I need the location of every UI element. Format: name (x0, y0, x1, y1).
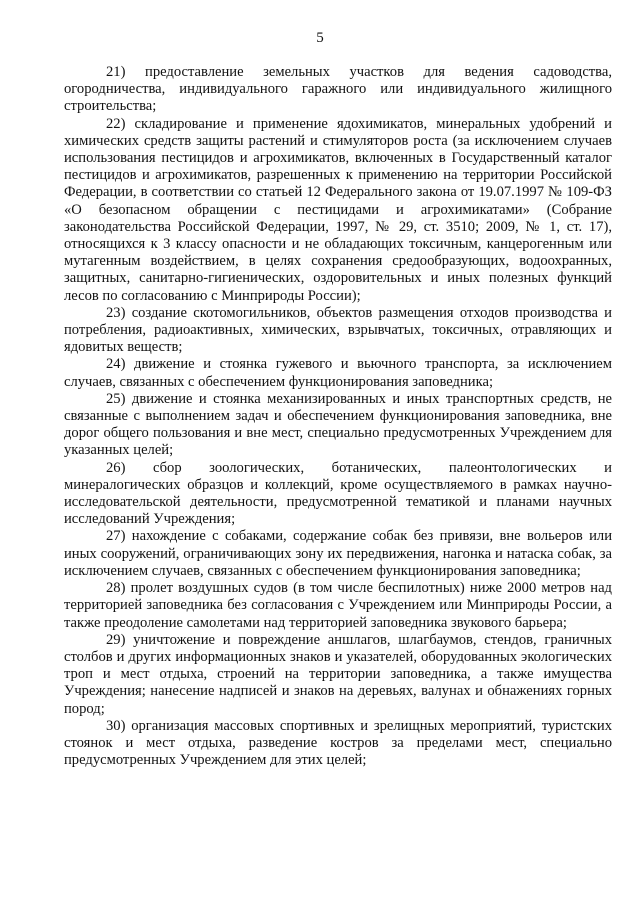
paragraph-item-21: 21) предоставление земельных участков для ведения садоводства, огородничества, индивидуального гаражного или индивидуального жилищного строительства; (64, 64, 612, 115)
document-body (64, 64, 612, 769)
paragraph-item-24: 24) движение и стоянка гужевого и вьючного транспорта, за исключением случаев, связанных с обеспечением функционирования заповедника; (64, 356, 612, 390)
paragraph-item-27: 27) нахождение с собаками, содержание собак без привязи, вне вольеров или иных сооружений, ограничивающих зону их передвижения, нагонка и натаска собак, за исключением случаев, связанных с обеспечением функционирования заповедника; (64, 528, 612, 579)
paragraph-item-30: 30) организация массовых спортивных и зрелищных мероприятий, туристских стоянок и мест отдыха, разведение костров за пределами мест, специально предусмотренных Учреждением для этих целей; (64, 717, 612, 769)
paragraph-item-28: 28) пролет воздушных судов (в том числе беспилотных) ниже 2000 метров над территорией заповедника без согласования с Учреждением или Минприроды России, а также преодоление самолетами над территорией заповедника звукового барьера; (64, 580, 612, 631)
paragraph-item-25: 25) движение и стоянка механизированных и иных транспортных средств, не связанные с выполнением задач и обеспечением функционирования заповедника, вне дорог общего пользования и вне мест, специально предусмотренных Учреждением для указанных целей; (64, 390, 612, 459)
paragraph-item-22: 22) складирование и применение ядохимикатов, минеральных удобрений и химических средств защиты растений и стимуляторов роста (за исключением случаев использования пестицидов и агрохимикатов, включенных в Государственный каталог пестицидов и агрохимикатов, разрешенных к применению на территории Российской Федерации, в соответствии со статьей 12 Федерального закона от 19.07.1997 № 109-ФЗ «О безопасном обращении с пестицидами и агрохимикатами» (Собрание законодательства Российской Федерации, 1997, № 29, ст. 3510; 2009, № 1, ст. 17), относящихся к 3 классу опасности и не обладающих токсичным, канцерогенным или мутагенным воздействием, в целях сохранения средообразующих, водоохранных, защитных, санитарно-гигиенических, оздоровительных и иных полезных функций лесов по согласованию с Минприроды России); (64, 115, 612, 304)
paragraph-item-26: 26) сбор зоологических, ботанических, палеонтологических и минералогических образцов и коллекций, кроме осуществляемого в рамках научно-исследовательской деятельности, предусмотренной тематикой и планами научных исследований Учреждения; (64, 459, 612, 528)
paragraph-item-23: 23) создание скотомогильников, объектов размещения отходов производства и потребления, радиоактивных, химических, взрывчатых, токсичных, отравляющих и ядовитых веществ; (64, 304, 612, 356)
page-number: 5 (316, 30, 324, 46)
paragraph-item-29: 29) уничтожение и повреждение аншлагов, шлагбаумов, стендов, граничных столбов и других информационных знаков и указателей, оборудованных экологических троп и мест отдыха, строений на территории заповедника, а также имущества Учреждения; нанесение надписей и знаков на деревьях, валунах и обнажениях горных пород; (64, 631, 612, 717)
